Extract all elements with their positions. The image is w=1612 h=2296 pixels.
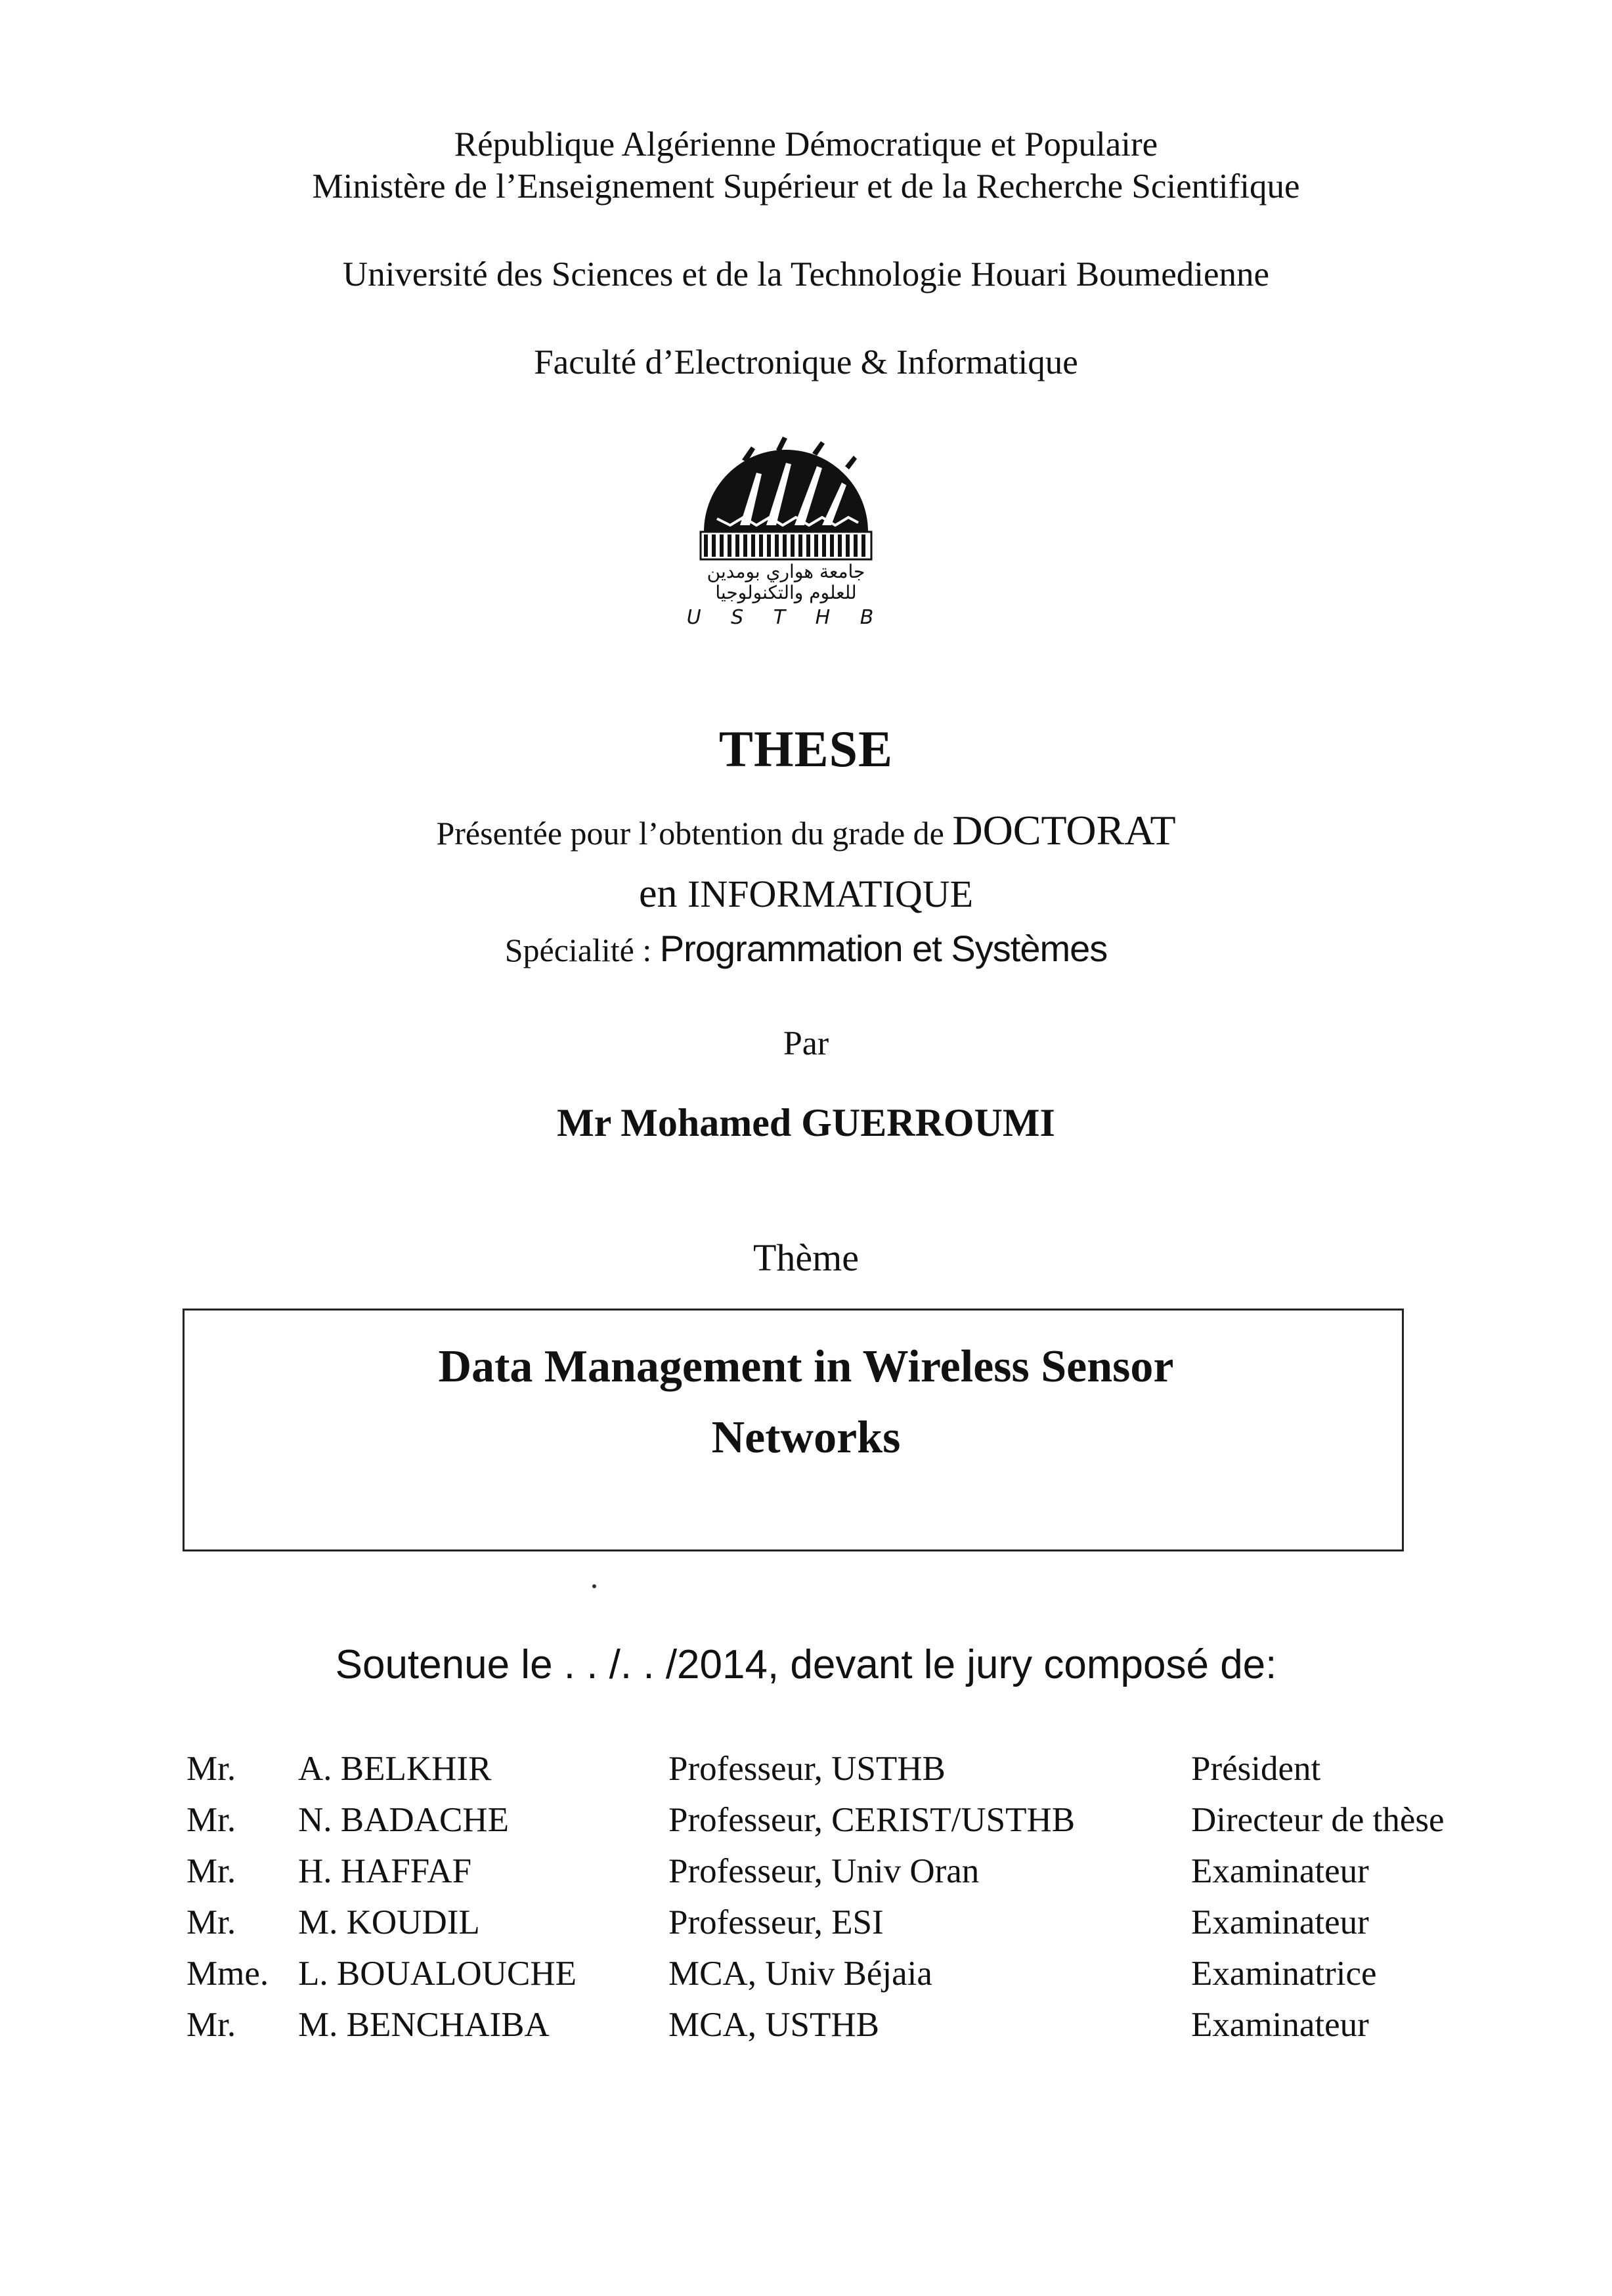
discipline-prefix: en	[638, 871, 688, 916]
defense-line: Soutenue le . . /. . /2014, devant le jury composé de:	[335, 1642, 1277, 1687]
jury-grade: Professeur, USTHB	[668, 1750, 946, 1788]
discipline-line	[0, 871, 1612, 917]
jury-name: N. BADACHE	[298, 1801, 509, 1839]
jury-name: H. HAFFAF	[298, 1852, 472, 1890]
jury-name: M. BENCHAIBA	[298, 2006, 550, 2044]
jury-grade: MCA, USTHB	[668, 2006, 880, 2044]
thesis-heading: THESE	[718, 720, 894, 777]
theme-label: Thème	[752, 1236, 860, 1279]
thesis-title-line-1: Data Management in Wireless Sensor	[438, 1341, 1174, 1392]
thesis-title-line-2: Networks	[711, 1412, 901, 1463]
specialty-label: Programmation et Systèmes	[659, 928, 1108, 969]
jury-title: Mr.	[186, 1801, 236, 1839]
jury-grade: MCA, Univ Béjaia	[668, 1955, 932, 1993]
jury-role: Examinatrice	[1191, 1955, 1377, 1993]
presented-prefix: Présentée pour l’obtention du grade de	[436, 815, 953, 852]
presented-line	[0, 806, 1612, 855]
scan-dot	[592, 1584, 596, 1588]
jury-title: Mme.	[186, 1955, 269, 1993]
discipline-label: INFORMATIQUE	[687, 873, 974, 915]
jury-name: M. KOUDIL	[298, 1903, 480, 1941]
logo-arabic-line-2: للعلوم والتكنولوجيا	[715, 582, 857, 603]
by-label: Par	[783, 1025, 829, 1062]
logo-arabic-line-1: جامعة هواري بومدين	[707, 561, 865, 582]
university-line: Université des Sciences et de la Technologie Houari Boumedienne	[342, 255, 1270, 293]
jury-role: Directeur de thèse	[1191, 1801, 1445, 1839]
jury-name: A. BELKHIR	[298, 1750, 492, 1788]
degree-label: DOCTORAT	[952, 807, 1176, 854]
jury-title: Mr.	[186, 1750, 236, 1788]
faculty-line: Faculté d’Electronique & Informatique	[534, 343, 1078, 381]
ministry-line: Ministère de l’Enseignement Supérieur et de la Recherche Scientifique	[312, 167, 1300, 206]
jury-title: Mr.	[186, 1852, 236, 1890]
jury-grade: Professeur, ESI	[668, 1903, 884, 1941]
jury-title: Mr.	[186, 1903, 236, 1941]
jury-name: L. BOUALOUCHE	[298, 1955, 577, 1993]
republic-line: République Algérienne Démocratique et Populaire	[454, 125, 1158, 163]
jury-grade: Professeur, CERIST/USTHB	[668, 1801, 1076, 1839]
author-name: Mr Mohamed GUERROUMI	[557, 1101, 1055, 1144]
jury-grade: Professeur, Univ Oran	[668, 1852, 980, 1890]
jury-role: Examinateur	[1191, 1903, 1369, 1941]
usthb-logo-icon	[678, 433, 894, 630]
logo-acronym: U S T H B	[686, 606, 886, 629]
jury-role: Président	[1191, 1750, 1321, 1788]
usthb-logo	[678, 433, 894, 630]
specialty-prefix: Spécialité :	[504, 932, 660, 968]
jury-title: Mr.	[186, 2006, 236, 2044]
jury-role: Examinateur	[1191, 1852, 1369, 1890]
jury-role: Examinateur	[1191, 2006, 1369, 2044]
specialty-line	[0, 927, 1612, 970]
